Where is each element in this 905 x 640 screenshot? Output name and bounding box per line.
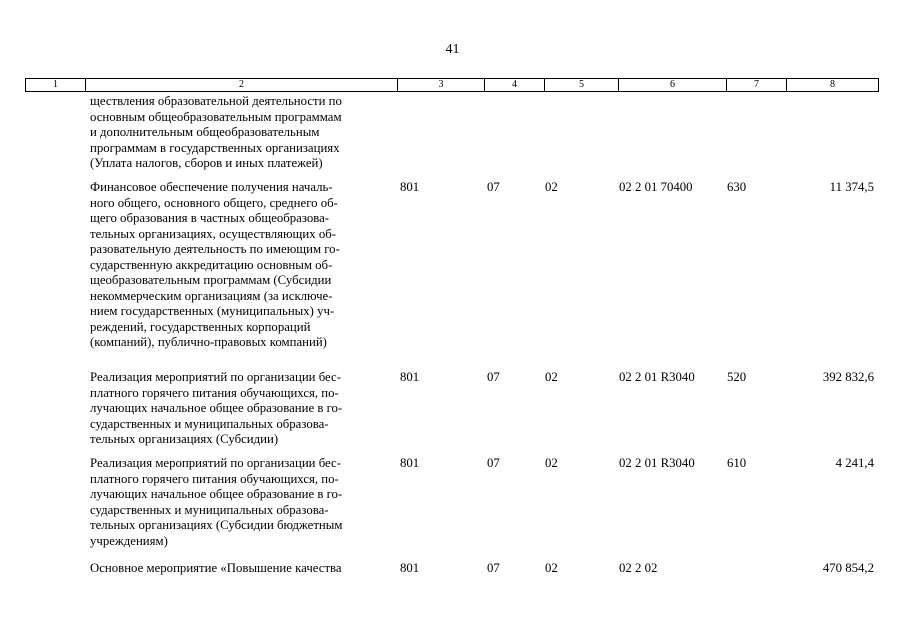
- header-col-3: 3: [398, 79, 485, 91]
- header-col-8: 8: [830, 79, 835, 90]
- row-col-3: 801: [400, 561, 420, 575]
- row-description: ществления образовательной деятельности по основным общеобразовательным программам и дополнительным общеобразовательным программам в государственных организациях (Уплата налогов, сборов и иных платежей): [90, 94, 342, 170]
- row-col-3: 801: [400, 180, 420, 194]
- header-col-6: 6: [619, 79, 727, 91]
- row-col-4: 07: [487, 561, 500, 575]
- row-col-3: 801: [400, 456, 420, 470]
- row-col-5: 02: [545, 456, 558, 470]
- row-col-8: 4 241,4: [835, 456, 874, 470]
- row-description: Основное мероприятие «Повышение качества: [90, 561, 342, 575]
- row-col-8: 11 374,5: [829, 180, 874, 194]
- row-col-4: 07: [487, 370, 500, 384]
- header-col-4: 4: [485, 79, 545, 91]
- row-col-4: 07: [487, 180, 500, 194]
- header-col-1: 1: [26, 79, 86, 91]
- row-col-6: 02 2 02: [619, 561, 658, 575]
- row-col-5: 02: [545, 180, 558, 194]
- row-col-8: 392 832,6: [822, 370, 874, 384]
- row-col-6: 02 2 01 70400: [619, 180, 693, 194]
- header-col-2: 2: [86, 79, 398, 91]
- row-col-7: 520: [727, 370, 747, 384]
- row-col-5: 02: [545, 561, 558, 575]
- row-description: Реализация мероприятий по организации бес- платного горячего питания обучающихся, по- лучающих начальное общее образование в го- сударственных и муниципальных образова- тельных организациях (Субсидии бюджетным учреждениям): [90, 456, 343, 548]
- row-col-4: 07: [487, 456, 500, 470]
- row-description: Финансовое обеспечение получения началь- ного общего, основного общего, среднего об- щего образования в частных общеобразова- тельных организациях, осуществляющих об- разовательную деятельность по имеющим го- сударственную аккредитацию основным об- щеобразовательным программам (Субсидии некоммерческим организациям (за исключе- нием государственных (муниципальных) уч- реждений, государственных корпораций (компаний), публично-правовых компаний): [90, 180, 340, 349]
- row-col-7: 630: [727, 180, 747, 194]
- row-col-7: 610: [727, 456, 747, 470]
- row-col-5: 02: [545, 370, 558, 384]
- row-col-6: 02 2 01 R3040: [619, 370, 695, 384]
- page-number: 41: [445, 42, 460, 57]
- row-col-8: 470 854,2: [822, 561, 874, 575]
- row-col-6: 02 2 01 R3040: [619, 456, 695, 470]
- row-description: Реализация мероприятий по организации бес- платного горячего питания обучающихся, по- лучающих начальное общее образование в го- сударственных и муниципальных образова- тельных организациях (Субсидии): [90, 370, 343, 446]
- header-col-5: 5: [545, 79, 619, 91]
- row-col-3: 801: [400, 370, 420, 384]
- table-header: [25, 78, 879, 92]
- header-col-7: 7: [727, 79, 787, 91]
